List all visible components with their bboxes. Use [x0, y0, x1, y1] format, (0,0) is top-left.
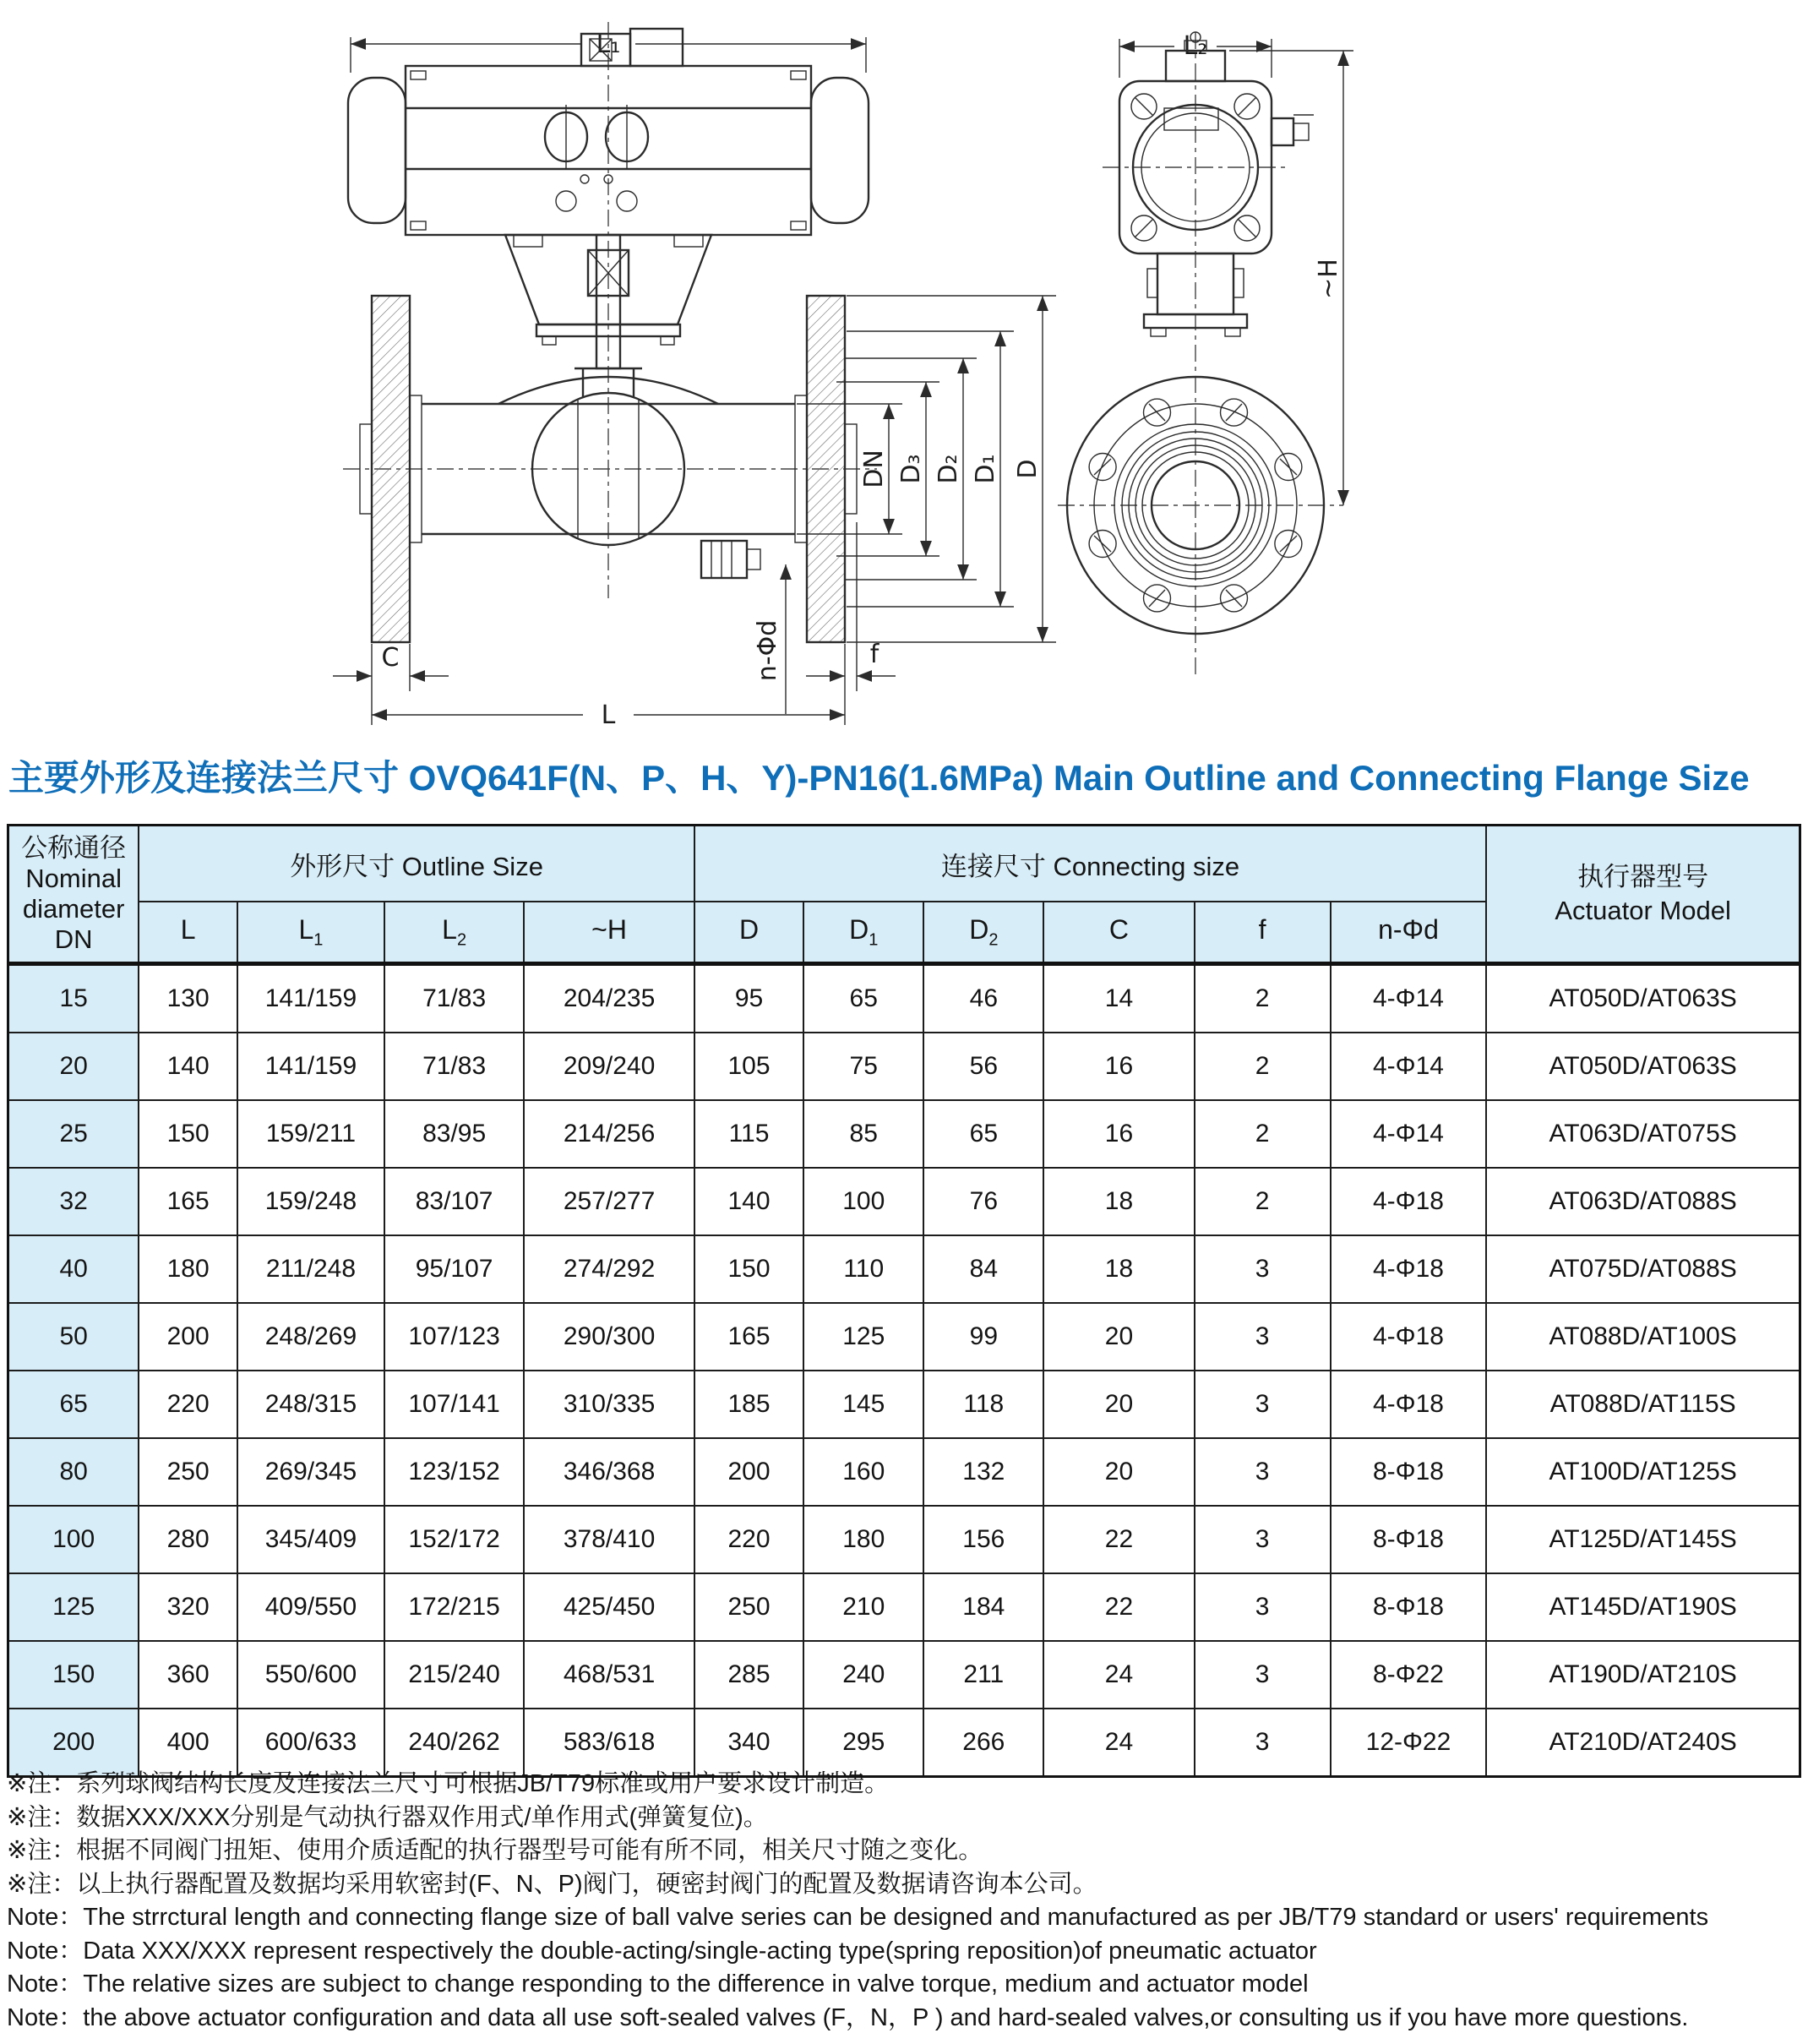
cell: 84	[923, 1235, 1043, 1303]
dim-label-c: C	[381, 643, 400, 673]
cell: 3	[1195, 1371, 1331, 1438]
cell: 220	[694, 1506, 803, 1573]
cell: 159/248	[237, 1168, 384, 1235]
page-title: 主要外形及连接法兰尺寸 OVQ641F(N、P、H、Y)-PN16(1.6MPa) Main Outline and Connecting Flange Size	[8, 758, 1750, 798]
cell: 110	[803, 1235, 923, 1303]
cell: 3	[1195, 1235, 1331, 1303]
cell: 83/107	[384, 1168, 524, 1235]
cell: 240/262	[384, 1709, 524, 1777]
cell: AT190D/AT210S	[1486, 1641, 1800, 1709]
dim-label-f: f	[869, 640, 879, 669]
dim-n-phi-d	[753, 564, 786, 714]
note-line: ※注：根据不同阀门扭矩、使用介质适配的执行器型号可能有所不同，相关尺寸随之变化。	[7, 1837, 983, 1864]
cell: 24	[1043, 1641, 1194, 1709]
cell: 180	[803, 1506, 923, 1573]
cell: 209/240	[524, 1033, 694, 1100]
cell: 2	[1195, 964, 1331, 1033]
drain-plug	[701, 541, 760, 578]
dim-label-n-phi-d: n-Φd	[753, 619, 782, 682]
header-actuator-model	[1486, 826, 1800, 964]
cell: AT125D/AT145S	[1486, 1506, 1800, 1573]
header-col-H: ~H	[524, 902, 694, 964]
cell: 95/107	[384, 1235, 524, 1303]
table-row	[8, 1168, 1800, 1235]
header-col-D1: $D_1$	[803, 902, 923, 964]
table-row	[8, 1641, 1800, 1709]
cell: 75	[803, 1033, 923, 1100]
header-col-f: f	[1195, 902, 1331, 964]
cell: 200	[139, 1303, 237, 1371]
cell: 18	[1043, 1235, 1194, 1303]
cell: 56	[923, 1033, 1043, 1100]
cell: 200	[694, 1438, 803, 1506]
cell-dn: 65	[8, 1371, 139, 1438]
note-line: Note：The relative sizes are subject to change responding to the difference in valve torque, medium and actuator model	[7, 1970, 1309, 1998]
cell: 125	[803, 1303, 923, 1371]
cell: 4-Φ14	[1331, 1033, 1487, 1100]
right-view-drawing	[1056, 0, 1394, 735]
cell: 4-Φ18	[1331, 1235, 1487, 1303]
note-line: ※注：以上执行器配置及数据均采用软密封(F、N、P)阀门，硬密封阀门的配置及数据请咨询本公司。	[7, 1870, 1097, 1898]
cell-dn: 20	[8, 1033, 139, 1100]
cell: 76	[923, 1168, 1043, 1235]
cell: 269/345	[237, 1438, 384, 1506]
cell: AT063D/AT088S	[1486, 1168, 1800, 1235]
cell: 118	[923, 1371, 1043, 1438]
cell: 3	[1195, 1573, 1331, 1641]
table-row	[8, 964, 1800, 1033]
cell: 600/633	[237, 1709, 384, 1777]
cell: 115	[694, 1100, 803, 1168]
left-view-drawing	[245, 0, 1090, 735]
cell: 8-Φ18	[1331, 1573, 1487, 1641]
cell: 550/600	[237, 1641, 384, 1709]
cell: 250	[694, 1573, 803, 1641]
cell: AT088D/AT100S	[1486, 1303, 1800, 1371]
header-dn-line3: diameter	[22, 894, 125, 924]
cell: 140	[139, 1033, 237, 1100]
cell: 185	[694, 1371, 803, 1438]
cell: 211	[923, 1641, 1043, 1709]
cell: 71/83	[384, 964, 524, 1033]
note-line: ※注：数据XXX/XXX分别是气动执行器双作用式/单作用式(弹簧复位)。	[7, 1803, 768, 1831]
cell: 4-Φ14	[1331, 1100, 1487, 1168]
cell: 295	[803, 1709, 923, 1777]
actuator-end	[1119, 32, 1314, 253]
notes-block	[7, 1768, 1803, 2035]
cell: 240	[803, 1641, 923, 1709]
cell: 65	[803, 964, 923, 1033]
cell: 85	[803, 1100, 923, 1168]
cell: 14	[1043, 964, 1194, 1033]
cell: 95	[694, 964, 803, 1033]
cell: 360	[139, 1641, 237, 1709]
cell: 24	[1043, 1709, 1194, 1777]
cell: AT145D/AT190S	[1486, 1573, 1800, 1641]
cell: 20	[1043, 1303, 1194, 1371]
header-actuator-line2: Actuator Model	[1555, 896, 1731, 925]
cell-dn: 15	[8, 964, 139, 1033]
cell: AT100D/AT125S	[1486, 1438, 1800, 1506]
cell-dn: 80	[8, 1438, 139, 1506]
cell: 71/83	[384, 1033, 524, 1100]
dim-label-d3: D₃	[896, 454, 926, 484]
cell: 107/141	[384, 1371, 524, 1438]
table-row	[8, 1573, 1800, 1641]
cell: 274/292	[524, 1235, 694, 1303]
cell: 8-Φ18	[1331, 1506, 1487, 1573]
cell: 130	[139, 964, 237, 1033]
cell: 16	[1043, 1033, 1194, 1100]
cell: 8-Φ22	[1331, 1641, 1487, 1709]
cell: 4-Φ18	[1331, 1168, 1487, 1235]
cell: 250	[139, 1438, 237, 1506]
cell: 340	[694, 1709, 803, 1777]
cell: 266	[923, 1709, 1043, 1777]
cell: 140	[694, 1168, 803, 1235]
cell: 215/240	[384, 1641, 524, 1709]
cell: 320	[139, 1573, 237, 1641]
cell: 204/235	[524, 964, 694, 1033]
technical-drawings	[0, 0, 1808, 739]
cell-dn: 200	[8, 1709, 139, 1777]
cell: 105	[694, 1033, 803, 1100]
dim-label-d1: D₁	[971, 454, 1000, 484]
cell: AT050D/AT063S	[1486, 964, 1800, 1033]
table-row	[8, 1506, 1800, 1573]
cell: 141/159	[237, 1033, 384, 1100]
cell: 159/211	[237, 1100, 384, 1168]
cell: 3	[1195, 1438, 1331, 1506]
dim-label-d: D	[1013, 459, 1043, 479]
cell-dn: 25	[8, 1100, 139, 1168]
cell: 214/256	[524, 1100, 694, 1168]
cell: 132	[923, 1438, 1043, 1506]
cell: 165	[694, 1303, 803, 1371]
cell: 100	[803, 1168, 923, 1235]
cell: 378/410	[524, 1506, 694, 1573]
dimension-table-wrap	[7, 824, 1801, 1778]
table-row	[8, 1235, 1800, 1303]
cell: 248/269	[237, 1303, 384, 1371]
note-line: Note：The strrctural length and connecting flange size of ball valve series can be designed and manufactured as per JB/T79 standard or users' requirements	[7, 1904, 1709, 1931]
cell-dn: 32	[8, 1168, 139, 1235]
cell: 145	[803, 1371, 923, 1438]
cell-dn: 50	[8, 1303, 139, 1371]
note-line: ※注：系列球阀结构长度及连接法兰尺寸可根据JB/T79标准或用户要求设计制造。	[7, 1770, 890, 1797]
dim-label-h: ~H	[1314, 259, 1343, 299]
table-row	[8, 1033, 1800, 1100]
table-row	[8, 1371, 1800, 1438]
cell-dn: 125	[8, 1573, 139, 1641]
header-col-D2: $D_2$	[923, 902, 1043, 964]
cell: 3	[1195, 1709, 1331, 1777]
cell: 172/215	[384, 1573, 524, 1641]
cell: 12-Φ22	[1331, 1709, 1487, 1777]
cell: 20	[1043, 1371, 1194, 1438]
dim-label-dn: DN	[859, 450, 889, 488]
dim-label-d1: D₂	[934, 454, 963, 484]
header-col-L2: $L_2$	[384, 902, 524, 964]
cell: 468/531	[524, 1641, 694, 1709]
cell: 165	[139, 1168, 237, 1235]
dim-label-l: L	[601, 700, 616, 730]
cell: 20	[1043, 1438, 1194, 1506]
cell: 123/152	[384, 1438, 524, 1506]
cell-dn: 100	[8, 1506, 139, 1573]
cell: AT075D/AT088S	[1486, 1235, 1800, 1303]
cell: 99	[923, 1303, 1043, 1371]
cell: 425/450	[524, 1573, 694, 1641]
cell: 346/368	[524, 1438, 694, 1506]
cell-dn: 150	[8, 1641, 139, 1709]
cell: 211/248	[237, 1235, 384, 1303]
cell: 4-Φ18	[1331, 1303, 1487, 1371]
cell: 285	[694, 1641, 803, 1709]
cell: 257/277	[524, 1168, 694, 1235]
cell: 184	[923, 1573, 1043, 1641]
cell: 150	[139, 1100, 237, 1168]
cell: 3	[1195, 1303, 1331, 1371]
note-line: Note：Data XXX/XXX represent respectively the double-acting/single-acting type(spring reposition)of pneumatic actuator	[7, 1937, 1317, 1965]
cell: 220	[139, 1371, 237, 1438]
cell: 160	[803, 1438, 923, 1506]
table-row	[8, 1100, 1800, 1168]
header-dn-line4: DN	[54, 924, 93, 954]
header-dn-line2: Nominal	[25, 864, 123, 893]
cell: 210	[803, 1573, 923, 1641]
dim-label-l1: L₁	[596, 30, 621, 59]
header-col-C: C	[1043, 902, 1194, 964]
header-actuator-line1: 执行器型号	[1577, 862, 1709, 891]
cell: 3	[1195, 1506, 1331, 1573]
cell: 2	[1195, 1168, 1331, 1235]
cell: 3	[1195, 1641, 1331, 1709]
cell: 290/300	[524, 1303, 694, 1371]
dim-c	[333, 643, 449, 725]
cell: AT210D/AT240S	[1486, 1709, 1800, 1777]
header-nominal-diameter	[8, 826, 139, 964]
cell: 409/550	[237, 1573, 384, 1641]
table-body	[8, 964, 1800, 1777]
table-row	[8, 1709, 1800, 1777]
cell: 83/95	[384, 1100, 524, 1168]
cell: 2	[1195, 1033, 1331, 1100]
cell: 22	[1043, 1506, 1194, 1573]
header-dn-line1: 公称通径	[21, 833, 127, 863]
header-col-D: D	[694, 902, 803, 964]
cell: 180	[139, 1235, 237, 1303]
header-outline-size: 外形尺寸 Outline Size	[139, 826, 694, 902]
cell: 107/123	[384, 1303, 524, 1371]
header-col-L: L	[139, 902, 237, 964]
cell-dn: 40	[8, 1235, 139, 1303]
cell: 248/315	[237, 1371, 384, 1438]
cell: 156	[923, 1506, 1043, 1573]
dim-label-l2: L₂	[1183, 31, 1208, 61]
cell: 400	[139, 1709, 237, 1777]
cell: 280	[139, 1506, 237, 1573]
cell: 345/409	[237, 1506, 384, 1573]
cell: AT088D/AT115S	[1486, 1371, 1800, 1438]
cell: 152/172	[384, 1506, 524, 1573]
cell: AT050D/AT063S	[1486, 1033, 1800, 1100]
dimension-table	[7, 824, 1801, 1778]
header-connecting-size: 连接尺寸 Connecting size	[694, 826, 1486, 902]
cell: 310/335	[524, 1371, 694, 1438]
table-row	[8, 1303, 1800, 1371]
cell: 46	[923, 964, 1043, 1033]
cell: 22	[1043, 1573, 1194, 1641]
cell: 2	[1195, 1100, 1331, 1168]
cell: 65	[923, 1100, 1043, 1168]
cell: 583/618	[524, 1709, 694, 1777]
header-col-n-phi-d: n-Φd	[1331, 902, 1487, 964]
header-col-L1: $L_1$	[237, 902, 384, 964]
cell: 141/159	[237, 964, 384, 1033]
cell: 18	[1043, 1168, 1194, 1235]
cell: 4-Φ14	[1331, 964, 1487, 1033]
note-line: Note：the above actuator configuration and data all use soft-sealed valves (F，N，P ) and hard-sealed valves,or consulting us if you have more questions.	[7, 2003, 1689, 2031]
cell: 16	[1043, 1100, 1194, 1168]
cell: 150	[694, 1235, 803, 1303]
table-row	[8, 1438, 1800, 1506]
cell: AT063D/AT075S	[1486, 1100, 1800, 1168]
dim-l	[372, 700, 845, 730]
cell: 4-Φ18	[1331, 1371, 1487, 1438]
cell: 8-Φ18	[1331, 1438, 1487, 1506]
